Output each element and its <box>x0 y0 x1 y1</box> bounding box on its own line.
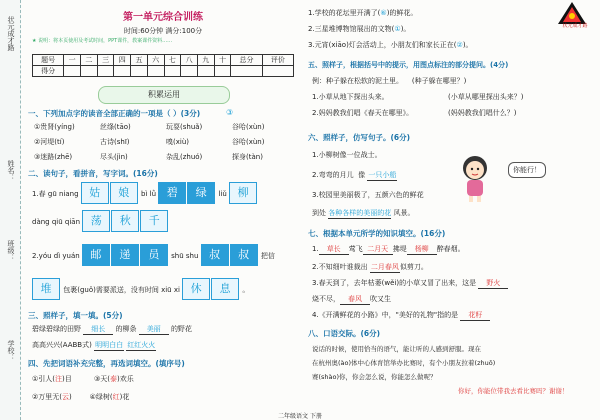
q1-option: 丝绦(tāo) <box>100 123 131 131</box>
score-value-cell-4 <box>114 66 131 77</box>
char-box: 秋 <box>111 210 139 232</box>
char-box: 堆 <box>32 278 60 300</box>
q7-line5: 4.《开满鲜花的小路》中，"美好的礼物"指的是 花籽 <box>312 310 490 321</box>
score-value-cell-6 <box>147 66 164 77</box>
q1-option: 古诗(shī) <box>100 138 130 146</box>
score-header-cell-9: 九 <box>197 55 214 66</box>
char-box: 荡 <box>82 210 110 232</box>
score-header-cell-2: 二 <box>81 55 98 66</box>
q2-heading: 二、读句子，看拼音，写字词。(16分) <box>28 169 158 178</box>
score-header-cell-5: 五 <box>131 55 148 66</box>
score-header-cell-8: 八 <box>181 55 198 66</box>
page-footer: 二年级语文 下册 <box>278 413 322 420</box>
char-box: 柳 <box>229 182 257 204</box>
q5-line2: 2.妈妈教我们唱《春天在哪里》。 <box>312 109 414 117</box>
q6-heading: 六、照样子，仿写句子。(6分) <box>308 133 411 142</box>
score-header-row <box>33 55 294 66</box>
score-header-cell-6: 六 <box>147 55 164 66</box>
char-box: 碧 <box>158 182 186 204</box>
score-value-cell-3 <box>97 66 114 77</box>
r-line2: 2.三星堆博物馆展出的文物(①)。 <box>308 25 411 33</box>
score-header-cell-3: 三 <box>97 55 114 66</box>
speech-bubble: 你能行！ <box>508 162 546 178</box>
q1-option: 谷哈(xùn) <box>232 138 265 146</box>
q8-answer: 你好，你能位带我去看比赛吗？谢谢！ <box>458 387 569 395</box>
char-box: 叔 <box>201 244 229 266</box>
q2-line1: 1.春 gū niang 姑 娘 bì lǜ 碧 绿 liǔ 柳 <box>32 182 258 204</box>
char-box: 娘 <box>110 182 138 204</box>
score-value-cell-8 <box>181 66 198 77</box>
score-table <box>32 54 294 77</box>
score-value-cell-7 <box>164 66 181 77</box>
q7-line3: 3.春天到了，去年枯萎(wěi)的小草又冒了出来，这是 野火 <box>312 278 508 289</box>
score-value-cell-5 <box>131 66 148 77</box>
char-box: 递 <box>111 244 139 266</box>
q2-line3: 2.yóu dì yuán 邮 递 员 shū shu 叔 叔 把信 <box>32 244 275 266</box>
q6-line2: 2.弯弯的月儿 像 一只小船 <box>312 171 397 179</box>
score-value-cell-2 <box>81 66 98 77</box>
right-page <box>308 4 596 414</box>
binding-class-label: 班级： <box>7 240 15 261</box>
score-value-cell-1 <box>64 66 81 77</box>
q6-line1: 1.小柳树像一位战士。 <box>312 151 382 159</box>
notice: ★ 说明：将本页使用及考试时间，PPT课件，教案课件资料…… <box>32 38 173 44</box>
score-value-row <box>33 66 294 77</box>
q1-option: ②河堤(tí) <box>34 138 65 146</box>
q1-option: 嗅(xiù) <box>166 138 189 146</box>
section-banner: 积累运用 <box>98 86 230 104</box>
q2-line2: dàng qiū qiān 荡 秋 千 <box>32 210 169 232</box>
score-header-cell-0: 题号 <box>33 55 64 66</box>
q3-line2: 高高兴兴(AABB式) 明明白白 红红火火 <box>32 341 156 349</box>
score-value-cell-9 <box>197 66 214 77</box>
score-header-cell-12: 评价 <box>262 55 293 66</box>
q7-heading: 七、根据本单元所学的知识填空。(16分) <box>308 229 446 238</box>
q1-option: ③迷路(zhē) <box>34 153 73 161</box>
r-line1: 1.学校的花坛里开满了(⑥)的鲜花。 <box>308 9 418 17</box>
brand-name: 状元成才路 <box>562 23 588 29</box>
q4-line2: ②万里无(云) ④绿树(红)花 <box>32 393 130 401</box>
char-box: 姑 <box>81 182 109 204</box>
score-value-cell-10 <box>214 66 231 77</box>
q6-line4: 到处 各种各样的美丽的花 风景。 <box>312 209 415 217</box>
q6-line3: 3.校园里美丽极了，五颜六色的鲜花 <box>312 191 424 199</box>
binding-school-label: 学校： <box>7 340 15 361</box>
char-box: 叔 <box>230 244 258 266</box>
q1-option: 探身(tàn) <box>232 153 263 161</box>
q4-line1: ①引人(注)目 ③天(泰)欢乐 <box>32 375 134 383</box>
char-boxes <box>81 186 139 199</box>
score-header-cell-4: 四 <box>114 55 131 66</box>
char-boxes <box>32 282 61 295</box>
q2-line4: 堆 包裹(guǒ)需要派送，没有时间 xiū xi 休 息 。 <box>32 278 249 300</box>
score-value-cell-0: 得分 <box>33 66 64 77</box>
q1-option: ①贵肾(yíng) <box>34 123 75 131</box>
q7-line2: 2.不知细叶谁裁出 二月春风似剪刀。 <box>312 263 428 271</box>
char-box: 休 <box>182 278 210 300</box>
q5-answer2: (妈妈教我们唱什么？) <box>448 109 517 117</box>
q5-example: 例：种子躲在松软的泥土里。 (种子躲在哪里？) <box>312 77 467 85</box>
q1-option: 杂乱(zhuó) <box>166 153 203 161</box>
score-header-cell-11: 总分 <box>231 55 262 66</box>
r-line3: 3.元宵(xiāo)灯会活动上，小朋友们和家长正在(②)。 <box>308 41 473 49</box>
q5-line1: 1.小草从地下探出头来。 <box>312 93 389 101</box>
char-boxes <box>158 186 216 199</box>
left-page <box>28 4 298 414</box>
q3-line1: 碧绿碧绿的田野 细长 的柳条 美丽 的野花 <box>32 325 192 333</box>
cartoon-girl-icon <box>452 152 498 206</box>
q1-option: 谷哈(xùn) <box>232 123 265 131</box>
q1-option: 尽头(jìn) <box>100 153 128 161</box>
score-value-cell-12 <box>262 66 293 77</box>
q8-para3: 赛(shào)你，你会怎么说，你能怎么做呢？ <box>312 373 437 381</box>
char-boxes <box>82 248 169 261</box>
time-score: 时间:60分钟 满分:100分 <box>123 27 203 35</box>
char-box: 邮 <box>82 244 110 266</box>
char-box: 员 <box>140 244 168 266</box>
q1-option: 玩耍(shuǎ) <box>166 123 203 131</box>
q7-line4: 烧不尽， 春风 吹又生 <box>312 295 391 303</box>
score-header-cell-1: 一 <box>64 55 81 66</box>
score-header-cell-7: 七 <box>164 55 181 66</box>
char-boxes <box>229 186 258 199</box>
char-box: 千 <box>140 210 168 232</box>
binding-brand: 状元成才路 <box>7 16 15 51</box>
binding-name-label: 姓名： <box>7 160 15 181</box>
q5-heading: 五、照样子，根据括号中的提示，用图点标注的部分提问。(4分) <box>308 61 509 69</box>
char-boxes <box>182 282 240 295</box>
char-box: 绿 <box>187 182 215 204</box>
score-value-cell-11 <box>231 66 262 77</box>
q5-answer1: (小草从哪里探出头来？) <box>448 93 524 101</box>
q1-answer: ③ <box>226 108 234 117</box>
q7-line1: 1. 草长 莺飞 二月天 拂堤 杨柳 醉春烟。 <box>312 245 465 253</box>
q3-heading: 三、照样子，填一填。(5分) <box>28 311 123 320</box>
char-boxes <box>201 248 259 261</box>
score-header-cell-10: 十 <box>214 55 231 66</box>
q8-para1: 说话的时候，使用恰当的语气，能让听的人感到舒服。现在 <box>312 345 481 353</box>
q8-heading: 八、口语交际。(6分) <box>308 329 381 338</box>
q4-heading: 四、先把词语补充完整，再选词填空。(填序号) <box>28 359 185 368</box>
page-title: 第一单元综合训练 <box>123 12 203 23</box>
q8-para2: 在杭州奥(ào)体中心体育馆举办比赛时，有个小朋友拉着(zhuō) <box>312 359 496 367</box>
binding-margin <box>0 0 21 420</box>
q1-heading: 一、下列加点字的读音全部正确的一项是（ ）(3分) <box>28 109 201 118</box>
char-box: 息 <box>211 278 239 300</box>
